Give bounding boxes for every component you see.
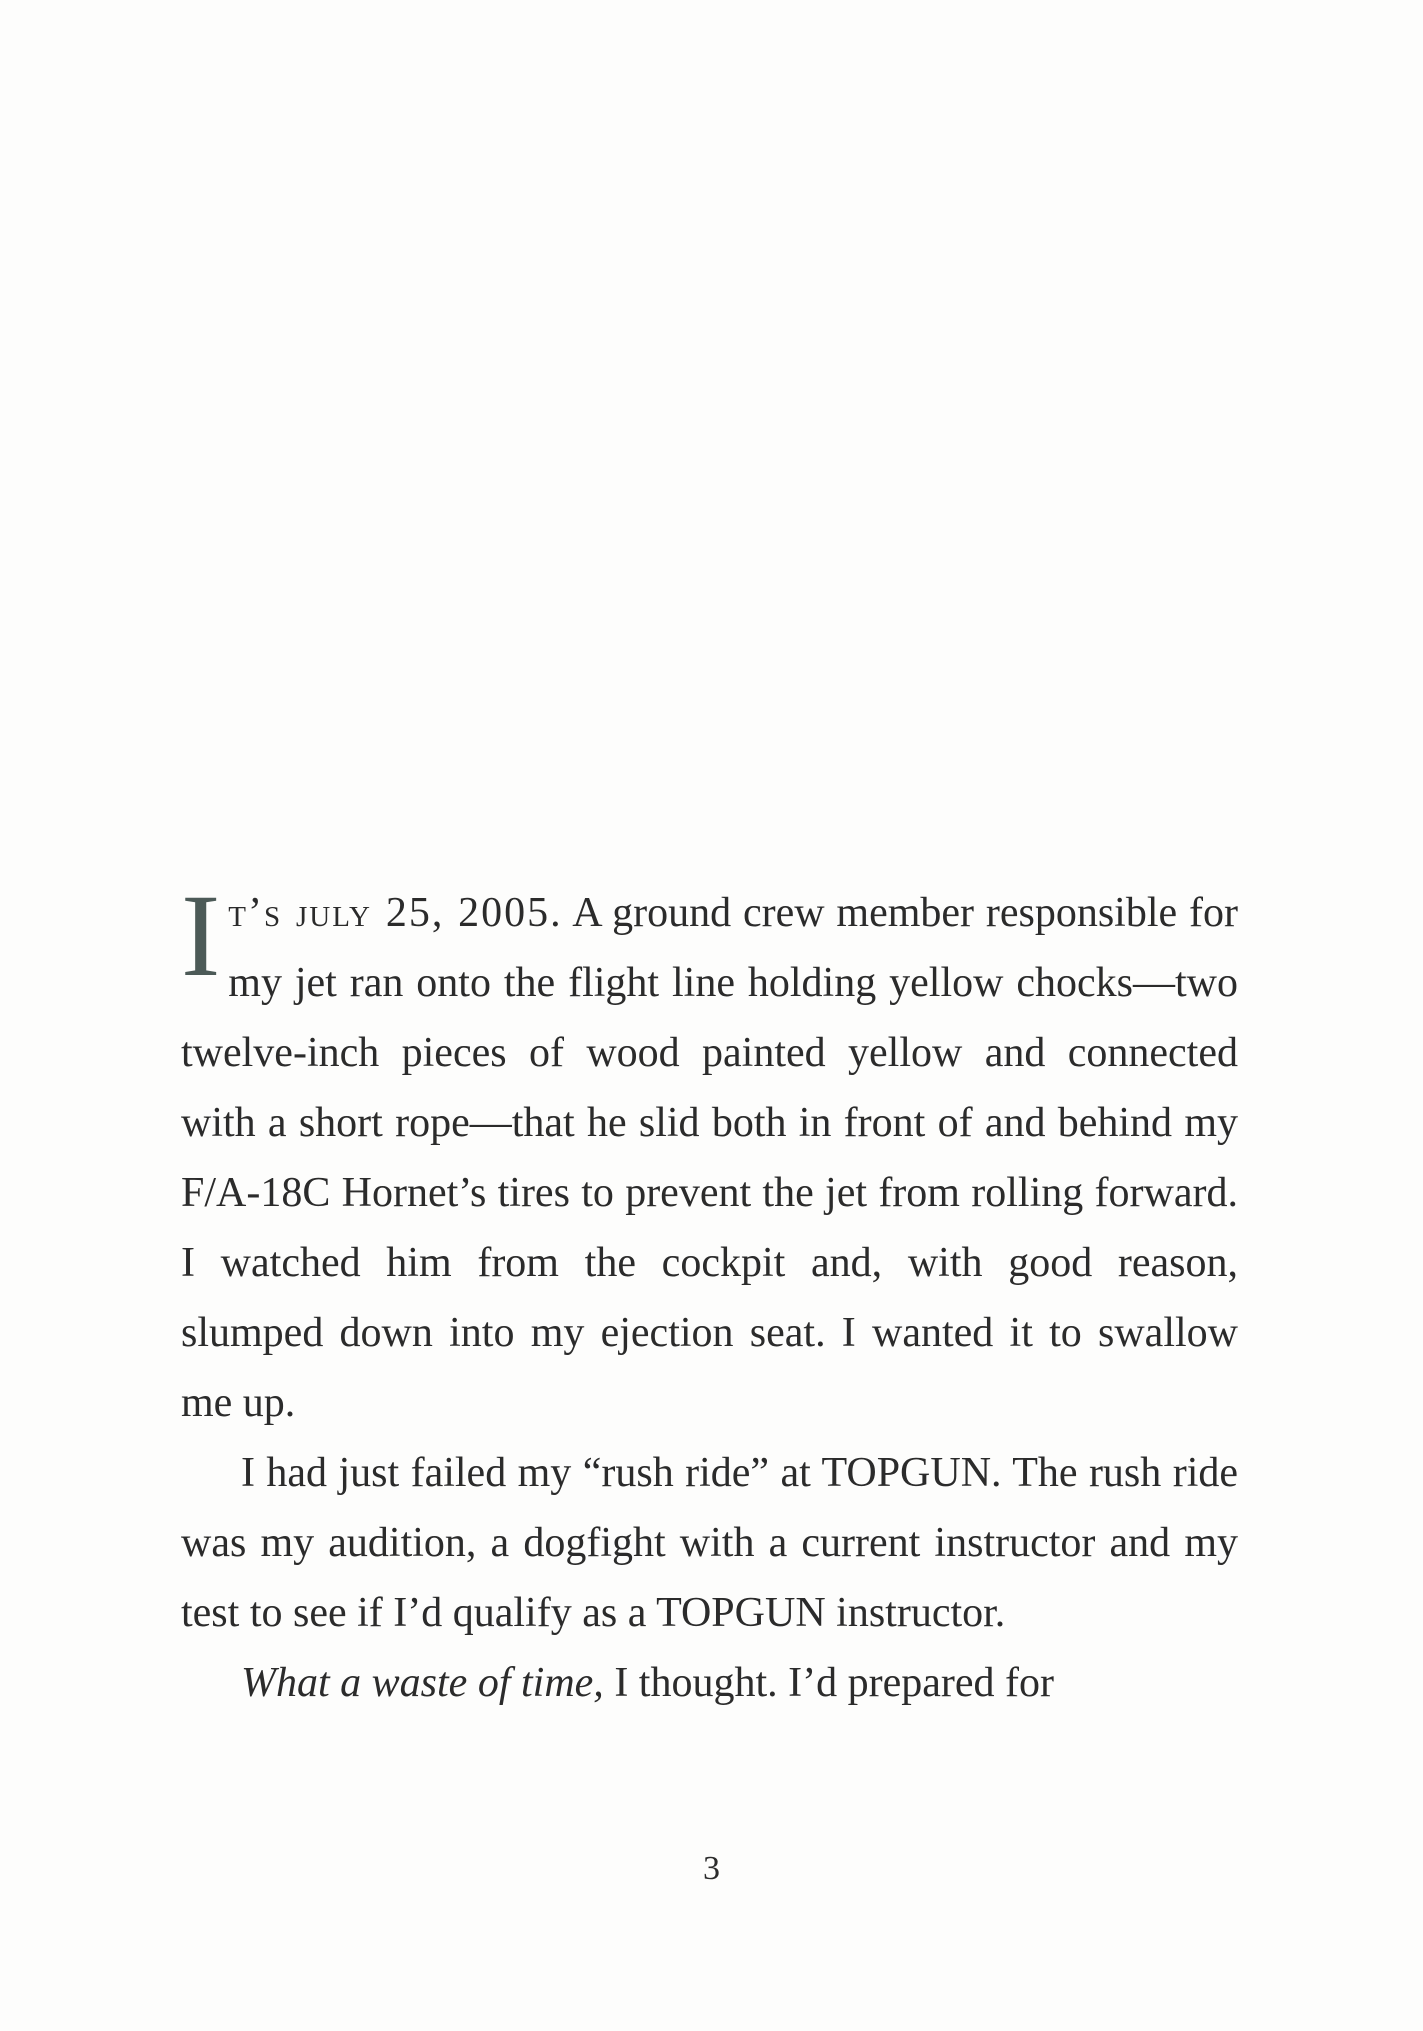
body-text: [181, 870, 1238, 1718]
drop-cap: I: [181, 870, 221, 1001]
paragraph-2: I had just failed my “rush ride” at TOPGUN. The rush ride was my audition, a dogfight with a current instructor and my test to see if I’d qualify as a TOPGUN instructor.: [181, 1450, 1238, 1636]
italic-lead: What a waste of time,: [241, 1660, 604, 1706]
paragraph-1: [181, 870, 1238, 1438]
paragraph-3: [181, 1648, 1238, 1718]
page-number: 3: [703, 1850, 720, 1887]
paragraph-3-text: I thought. I’d prepared for: [603, 1660, 1054, 1706]
paragraph-1-text: A ground crew member responsible for my jet ran onto the flight line holding yellow chocks—two twelve-inch pieces of wood painted yellow and connected with a short rope—that he slid both in front of and behind my F/A-18C Hornet’s tires to prevent the jet from rolling forward. I watched him from the cockpit and, with good reason, slumped down into my ejection seat. I wanted it to swallow me up.: [181, 890, 1238, 1426]
small-caps-lead: t’s july 25, 2005.: [228, 890, 563, 936]
